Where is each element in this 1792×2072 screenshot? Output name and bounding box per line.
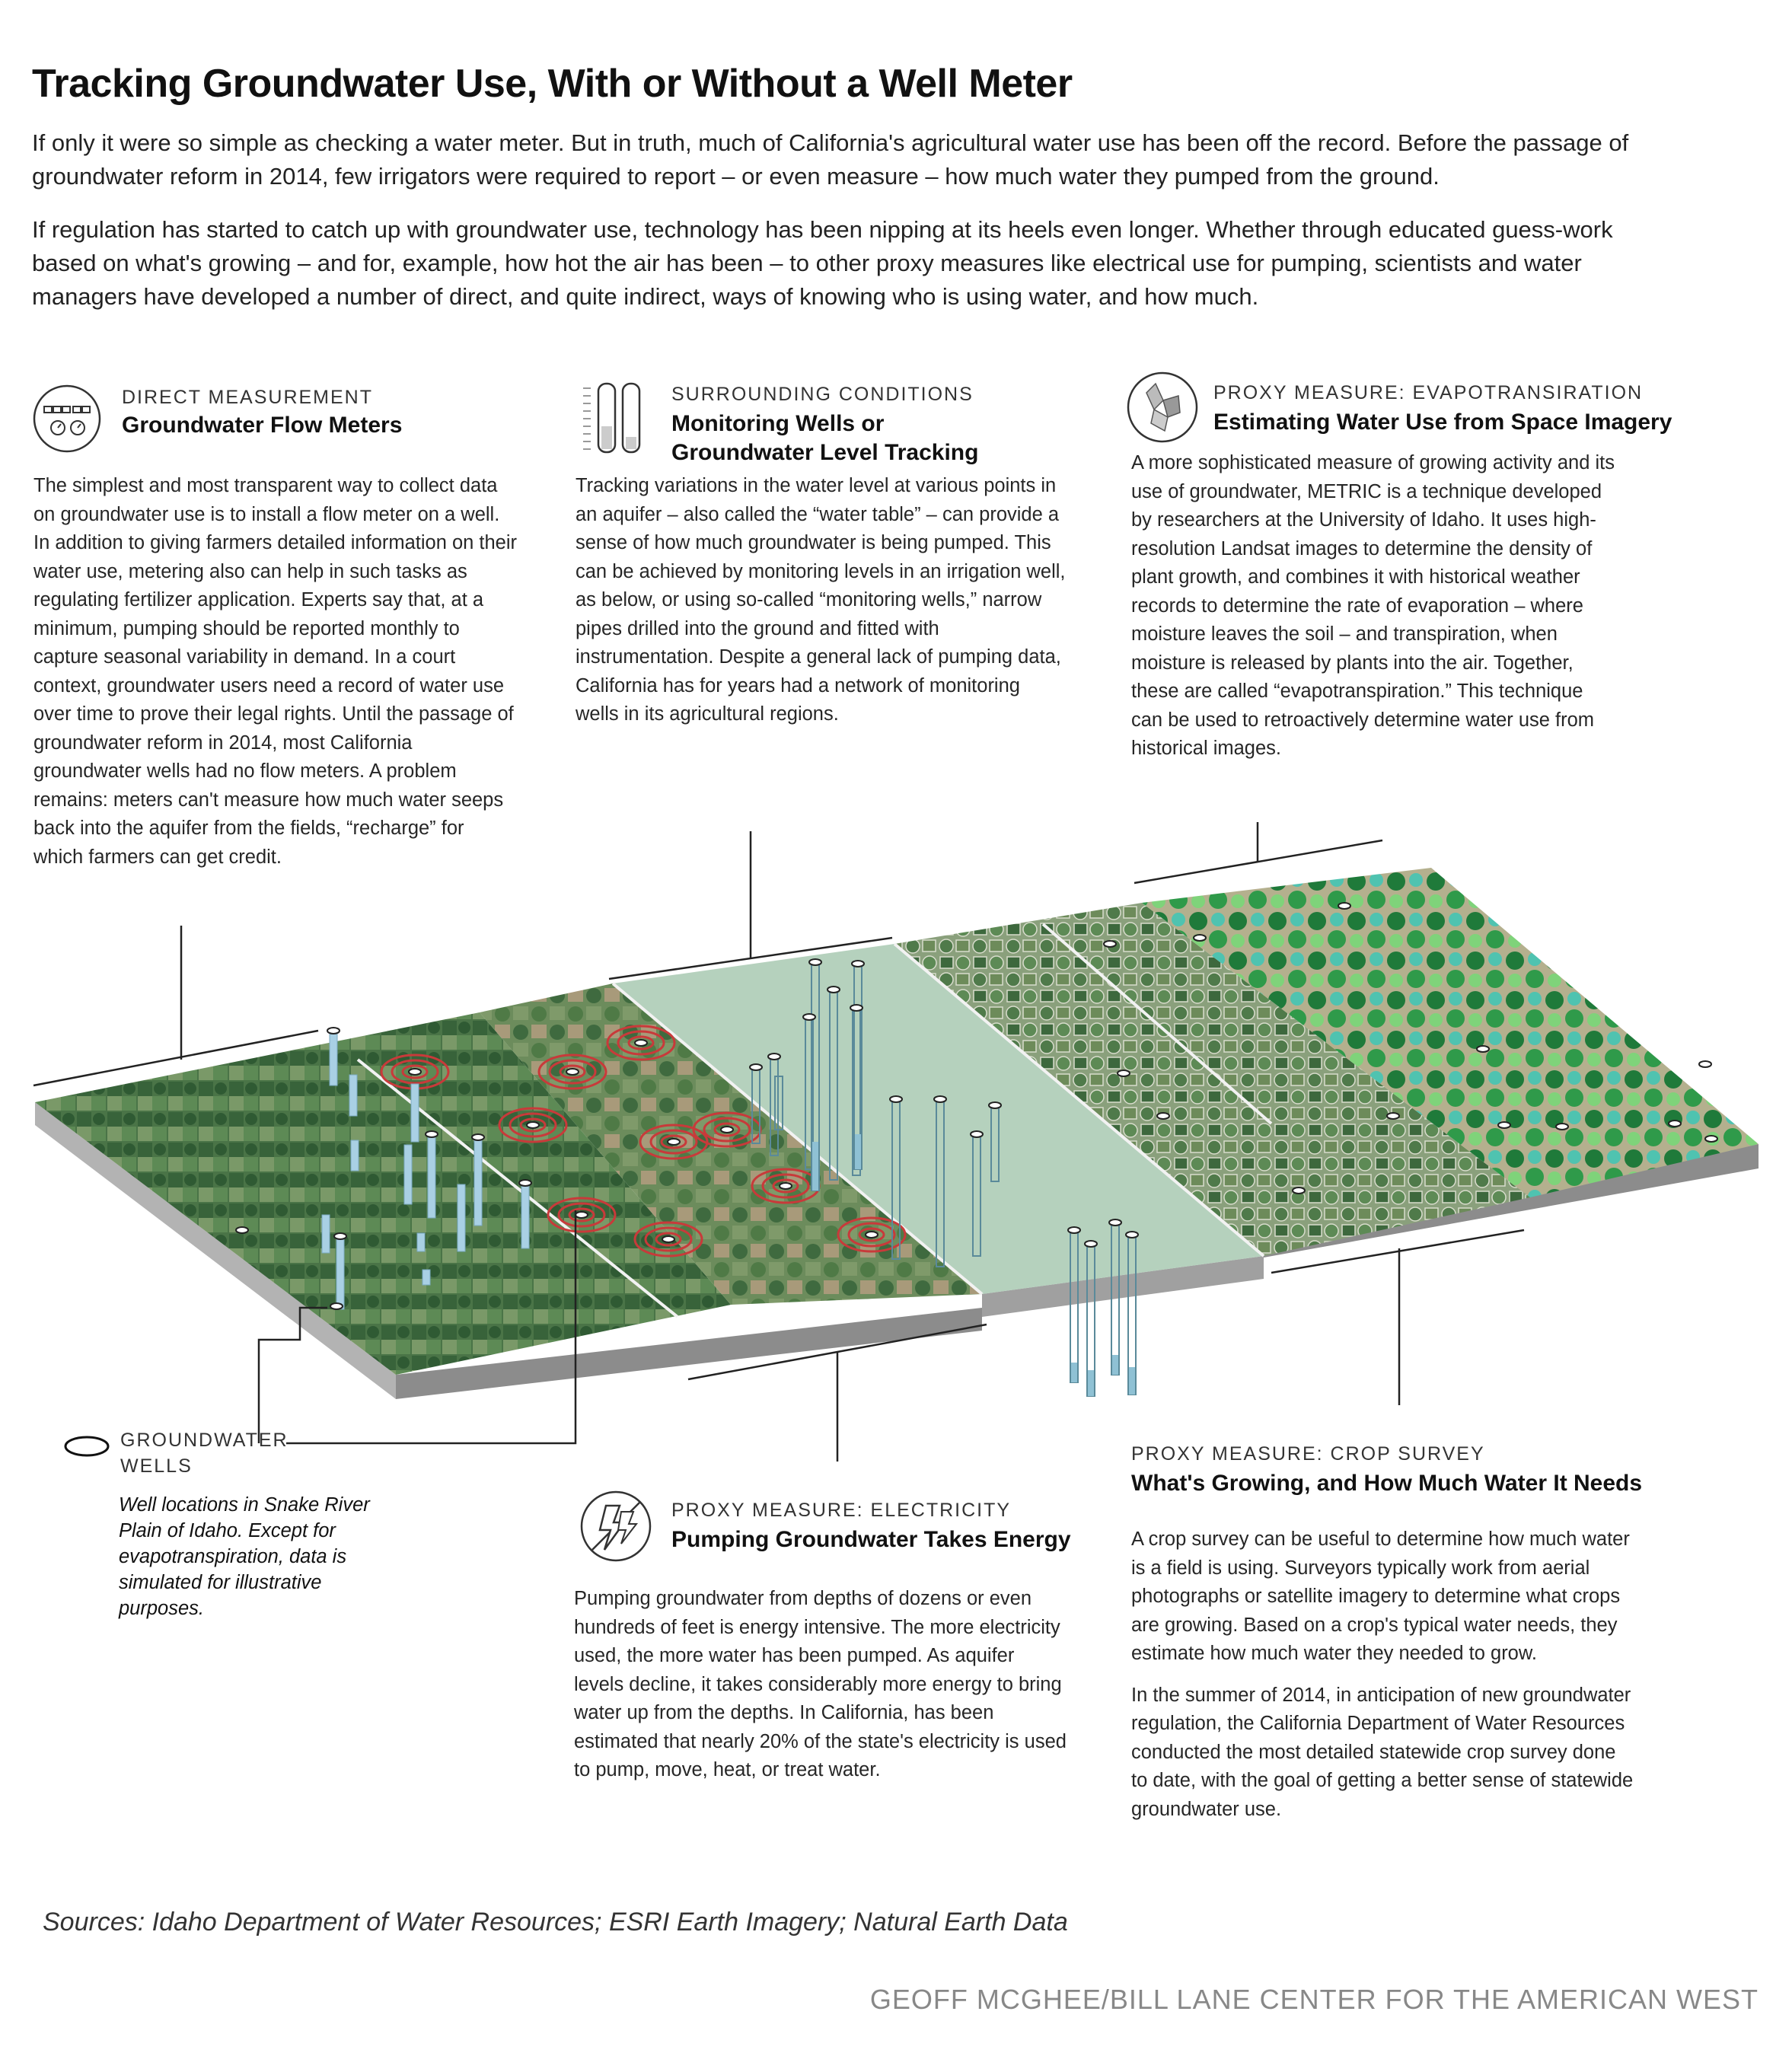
monitoring-well-icon xyxy=(580,381,650,457)
wells-note: Well locations in Snake River Plain of Idaho. Except for evapotranspiration, data is simulated for illustrative purposes. xyxy=(119,1494,370,1619)
isometric-map-diagram xyxy=(0,822,1792,1477)
direct-body: The simplest and most transparent way to collect data on groundwater use is to install a flow meter on a well. In addition to giving farmers detailed information on their water use, metering also can help in such tasks as regulating fertilizer application. Experts say that, at a minimum, pumping should be reported monthly to capture seasonal variability in demand. In a court context, groundwater users need a record of water use over time to prove their legal rights. Until the passage of groundwater reform in 2014, most California groundwater wells had no flow meters. A problem remains: meters can't measure how much water seeps back into the aquifer from the fields, “recharge” for which farmers can get credit. xyxy=(33,475,518,868)
electricity-heading: Pumping Groundwater Takes Energy xyxy=(671,1527,1071,1552)
page-title: Tracking Groundwater Use, With or Without a Well Meter xyxy=(32,62,1073,106)
crop-body xyxy=(1131,1525,1634,1837)
evapo-heading: Estimating Water Use from Space Imagery xyxy=(1213,410,1672,435)
surrounding-heading-line2: Groundwater Level Tracking xyxy=(671,440,979,465)
crop-body-paragraph-1: A crop survey can be useful to determine how much water is a field is using. Surveyors typically work from aerial photographs or satellite imagery to determine what crops are growing. Based on a crop's typical water needs, they estimate how much water they needed to grow. xyxy=(1131,1528,1630,1664)
well-ellipse-icon xyxy=(62,1434,111,1458)
direct-kicker: DIRECT MEASUREMENT xyxy=(122,387,374,408)
intro-paragraph-2: If regulation has started to catch up with groundwater use, technology has been nipping at its heels even longer. Whether through educated guess-work based on what's growing – and for, example, how hot the air has been – to other proxy measures like electrical use for pumping, scientists and water managers have developed a number of direct, and quite indirect, ways of knowing who is using water, and how much. xyxy=(32,216,1613,310)
electricity-kicker: PROXY MEASURE: ELECTRICITY xyxy=(671,1500,1012,1521)
evapo-body: A more sophisticated measure of growing activity and its use of groundwater, METRIC is a technique developed by researchers at the University of Idaho. It uses high-resolution Landsat images to determine the density of plant growth, and combines it with historical weather records to determine the rate of evaporation – where moisture leaves the soil – and transpiration, when moisture is released by plants into the air. Together, these are called “evapotranspiration.” This technique can be used to retroactively determine water use from historical images. xyxy=(1131,452,1615,759)
sources-note: Sources: Idaho Department of Water Resources; ESRI Earth Imagery; Natural Earth Data xyxy=(43,1908,1068,1937)
wells-kicker-line1: GROUNDWATER xyxy=(120,1430,289,1451)
surrounding-heading-line1: Monitoring Wells or xyxy=(671,411,885,436)
surrounding-body: Tracking variations in the water level at various points in an aquifer – also called the “water table” – can provide a sense of how much groundwater is being pumped. This can be achieved by monitoring levels in an irrigation well, as below, or using so-called “monitoring wells,” narrow pipes drilled into the ground and fitted with instrumentation. Despite a general lack of pumping data, California has for years had a network of monitoring wells in its agricultural regions. xyxy=(576,475,1066,725)
lightning-icon xyxy=(579,1489,653,1564)
satellite-icon xyxy=(1125,370,1200,445)
wells-kicker-line2: WELLS xyxy=(120,1455,193,1477)
flow-meter-icon xyxy=(32,384,102,454)
evapo-kicker: PROXY MEASURE: EVAPOTRANSIRATION xyxy=(1213,382,1644,403)
direct-heading: Groundwater Flow Meters xyxy=(122,413,403,438)
electricity-body: Pumping groundwater from depths of dozens or even hundreds of feet is energy intensive. The more electricity used, the more water has been pumped. As aquifer levels decline, it takes considerably more energy to bring water up from the depths. In California, has been estimated that nearly 20% of the state's electricity is used to pump, move, heat, or treat water. xyxy=(574,1588,1067,1780)
credit-line: GEOFF MCGHEE/BILL LANE CENTER FOR THE AMERICAN WEST xyxy=(869,1984,1759,2015)
crop-kicker: PROXY MEASURE: CROP SURVEY xyxy=(1131,1443,1485,1465)
crop-body-paragraph-2: In the summer of 2014, in anticipation of new groundwater regulation, the California Department of Water Resources conducted the most detailed statewide crop survey done to date, with the goal of getting a better sense of statewide groundwater use. xyxy=(1131,1684,1634,1820)
crop-heading: What's Growing, and How Much Water It Needs xyxy=(1131,1471,1643,1496)
surrounding-kicker: SURROUNDING CONDITIONS xyxy=(671,384,974,405)
intro-paragraph-1: If only it were so simple as checking a water meter. But in truth, much of California's agricultural water use has been off the record. Before the passage of groundwater reform in 2014, few irrigators were required to report – or even measure – how much water they pumped from the ground. xyxy=(32,129,1629,190)
